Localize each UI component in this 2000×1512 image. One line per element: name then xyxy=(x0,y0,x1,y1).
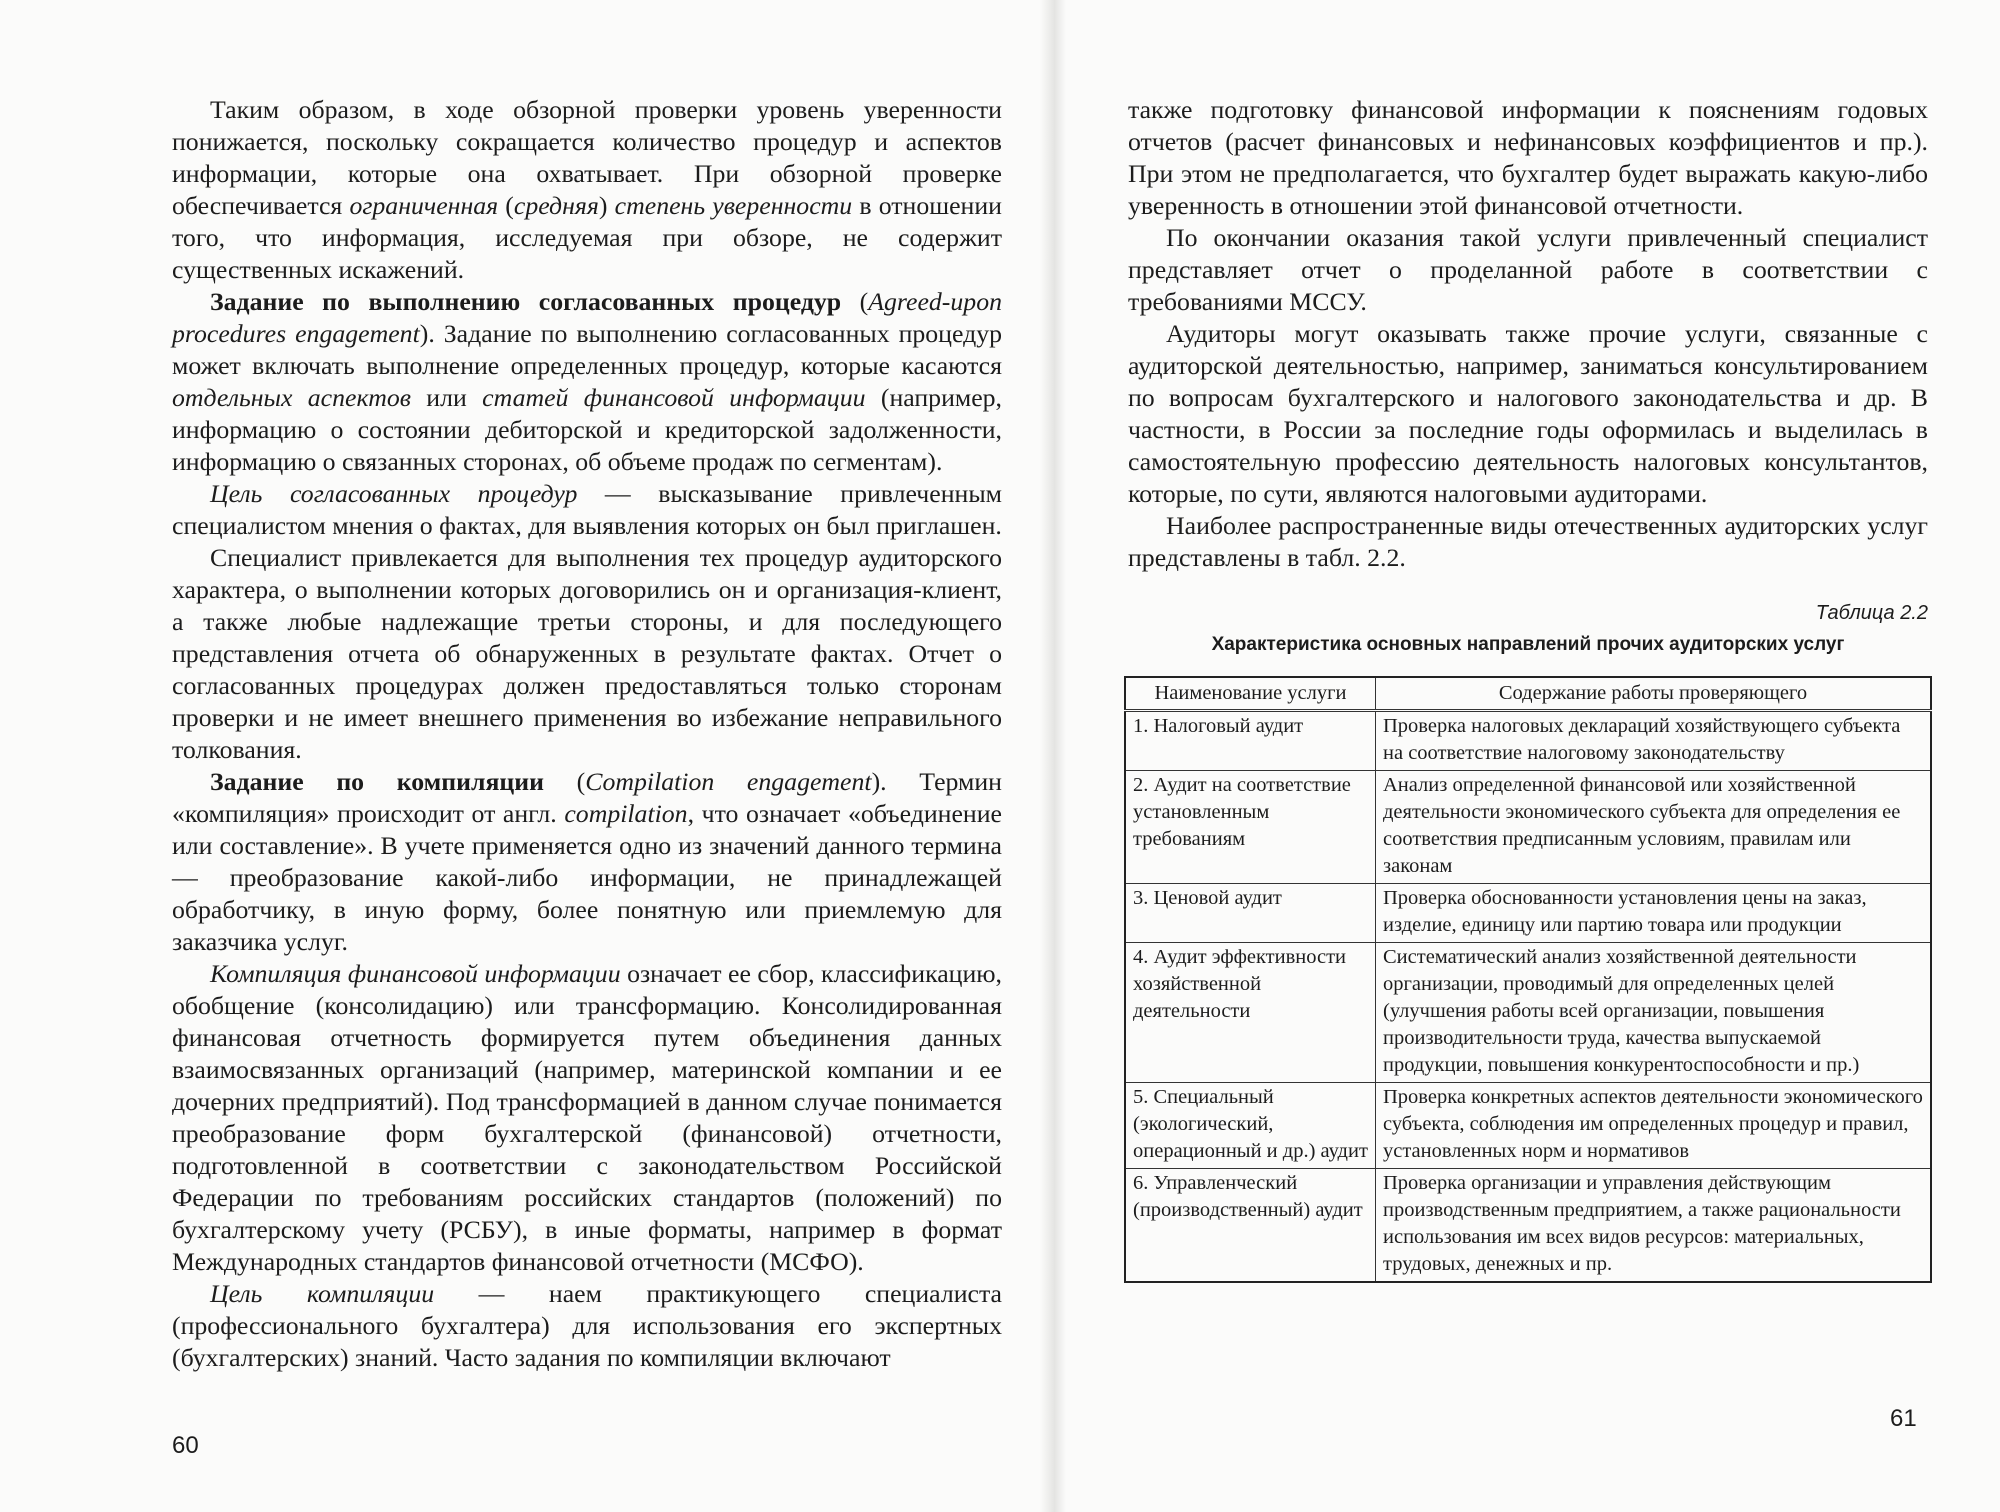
service-content-cell: Анализ определенной финансовой или хозяйственной деятельности экономического субъекта для определения ее соответствия предписанным условиям, правилам или законам xyxy=(1376,771,1932,884)
text-run: ). Термин «компиляция» происходит от англ. xyxy=(172,767,1002,828)
service-name-cell: 4. Аудит эффективности хозяйственной деятельности xyxy=(1125,943,1376,1083)
right-paragraph xyxy=(1128,510,1928,574)
text-run: Аудиторы могут оказывать также прочие услуги, связанные с аудиторской деятельностью, например, заниматься консультированием по вопросам бухгалтерского и налогового законодательства и др. В частности, в России за последние годы оформилась и выделилась в самостоятельную профессию деятельность налоговых консультантов, которые, по сути, являются налоговыми аудиторами. xyxy=(1128,319,1928,508)
page-number-right: 61 xyxy=(1890,1405,1917,1432)
text-run: ) xyxy=(598,191,615,220)
right-paragraphs xyxy=(1128,94,1928,574)
table-caption: Характеристика основных направлений прочих аудиторских услуг xyxy=(1211,634,1845,655)
text-run: Задание по компиляции xyxy=(210,767,544,796)
text-run: (например, информацию о состоянии дебиторской и кредиторской задолженности, информацию о связанных сторонах, об объеме продаж по сегментам). xyxy=(172,383,1003,476)
right-page xyxy=(1070,0,2000,1512)
text-run: Специалист привлекается для выполнения тех процедур аудиторского характера, о выполнении которых договорились он и организация-клиент, а также любые надлежащие третьи стороны, и для последующего представления отчета об обнаруженных в результате фактах. Отчет о согласованных процедурах должен предоставляться только сторонам проверки и не имеет внешнего применения во избежание неправильного толкования. xyxy=(172,543,1002,764)
service-content-cell: Систематический анализ хозяйственной деятельности организации, проводимый для определенных целей (улучшения работы всей организации, повышения производительности труда, качества выпускаемой продукции, повышения конкурентоспособности и пр.) xyxy=(1376,943,1932,1083)
service-name-cell: 3. Ценовой аудит xyxy=(1125,884,1376,943)
left-text-column xyxy=(172,94,1002,1374)
text-run: Задание по выполнению согласованных процедур xyxy=(210,287,842,316)
text-run: Цель согласованных процедур xyxy=(210,479,578,508)
text-run: compilation xyxy=(564,799,688,828)
left-paragraph xyxy=(172,286,1002,478)
table-header-content: Содержание работы проверяющего xyxy=(1376,677,1932,711)
book-gutter xyxy=(1040,0,1066,1512)
table-row xyxy=(1125,1083,1931,1169)
text-run: означает ее сбор, классификацию, обобщение (консолидацию) или трансформацию. Консолидированная финансовая отчетность формируется путем объединения данных взаимосвязанных организаций (например, материнской компании и ее дочерних предприятий). Под трансформацией в данном случае понимается преобразование форм бухгалтерской (финансовой) отчетности, подготовленной в соответствии с законодательством Российской Федерации по требованиям российских стандартов (положений) по бухгалтерскому учету (РСБУ), в иные форматы, например в формат Международных стандартов финансовой отчетности (МСФО). xyxy=(172,959,1002,1276)
text-run: , что означает «объединение или составление». В учете применяется одно из значений данного термина — преобразование какой-либо информации, не принадлежащей обработчику, в иную форму, более понятную или приемлемую для заказчика услуг. xyxy=(172,799,1002,956)
text-run: в отношении того, что информация, исследуемая при обзоре, не содержит существенных искажений. xyxy=(172,191,1002,284)
service-name-cell: 2. Аудит на соответствие установленным требованиям xyxy=(1125,771,1376,884)
left-paragraph xyxy=(172,958,1002,1278)
left-paragraph xyxy=(172,1278,1002,1374)
service-content-cell: Проверка обоснованности установления цены на заказ, изделие, единицу или партию товара или продукции xyxy=(1376,884,1932,943)
left-paragraph xyxy=(172,478,1002,542)
text-run: средняя xyxy=(513,191,599,220)
text-run: Наиболее распространенные виды отечественных аудиторских услуг представлены в табл. 2.2. xyxy=(1128,511,1928,572)
service-name-cell: 6. Управленческий (производственный) аудит xyxy=(1125,1169,1376,1283)
table-body xyxy=(1125,711,1931,1283)
table-row xyxy=(1125,943,1931,1083)
table-header-service: Наименование услуги xyxy=(1125,677,1376,711)
text-run: По окончании оказания такой услуги привлеченный специалист представляет отчет о проделанной работе в соответствии с требованиями МССУ. xyxy=(1128,223,1928,316)
text-run: — наем практикующего специалиста (профессионального бухгалтера) для использования его экспертных (бухгалтерских) знаний. Часто задания по компиляции включают xyxy=(172,1279,1002,1372)
service-content-cell: Проверка конкретных аспектов деятельности экономического субъекта, соблюдения им определенных процедур и правил, установленных норм и нормативов xyxy=(1376,1083,1932,1169)
right-paragraph xyxy=(1128,94,1928,222)
left-paragraph xyxy=(172,542,1002,766)
left-paragraph xyxy=(172,94,1002,286)
text-run: степень уверенности xyxy=(614,191,853,220)
service-name-cell: 5. Специальный (экологический, операционный и др.) аудит xyxy=(1125,1083,1376,1169)
text-run: Compilation engagement xyxy=(585,767,872,796)
text-run: ограниченная xyxy=(349,191,499,220)
text-run: статей финансовой информации xyxy=(482,383,866,412)
text-run: ( xyxy=(498,191,514,220)
text-run: Agreed-upon procedures engagement xyxy=(172,287,1002,348)
text-run: или xyxy=(410,383,483,412)
table-row xyxy=(1125,884,1931,943)
left-paragraph xyxy=(172,766,1002,958)
table-header-row xyxy=(1125,677,1931,711)
right-paragraph xyxy=(1128,318,1928,510)
text-run: Таким образом, в ходе обзорной проверки уровень уверенности понижается, поскольку сокращается количество процедур и аспектов информации, которые она охватывает. При обзорной проверке обеспечивается xyxy=(172,95,1002,220)
text-run: Компиляция финансовой информации xyxy=(210,959,621,988)
table-label: Таблица 2.2 xyxy=(1815,602,1928,624)
table-row xyxy=(1125,711,1931,771)
text-run: — высказывание привлеченным специалистом мнения о фактах, для выявления которых он был приглашен. xyxy=(172,479,1003,540)
text-run: отдельных аспектов xyxy=(172,383,411,412)
page-number-left: 60 xyxy=(172,1432,199,1459)
text-run: Цель компиляции xyxy=(210,1279,435,1308)
service-content-cell: Проверка организации и управления действующим производственным предприятием, а также рациональности использования им всех видов ресурсов: материальных, трудовых, денежных и пр. xyxy=(1376,1169,1932,1283)
text-run: также подготовку финансовой информации к пояснениям годовых отчетов (расчет финансовых и нефинансовых коэффициентов и пр.). При этом не предполагается, что бухгалтер будет выражать какую-либо уверенность в отношении этой финансовой отчетности. xyxy=(1128,95,1928,220)
text-run: ( xyxy=(544,767,586,796)
text-run: ). Задание по выполнению согласованных процедур может включать выполнение определенных процедур, которые касаются xyxy=(172,319,1003,380)
right-paragraph xyxy=(1128,222,1928,318)
table-row xyxy=(1125,771,1931,884)
service-content-cell: Проверка налоговых деклараций хозяйствующего субъекта на соответствие налоговому законодательству xyxy=(1376,711,1932,771)
right-text-column xyxy=(1128,94,1928,1283)
table-row xyxy=(1125,1169,1931,1283)
text-run: ( xyxy=(841,287,869,316)
services-table xyxy=(1124,676,1932,1283)
service-name-cell: 1. Налоговый аудит xyxy=(1125,711,1376,771)
